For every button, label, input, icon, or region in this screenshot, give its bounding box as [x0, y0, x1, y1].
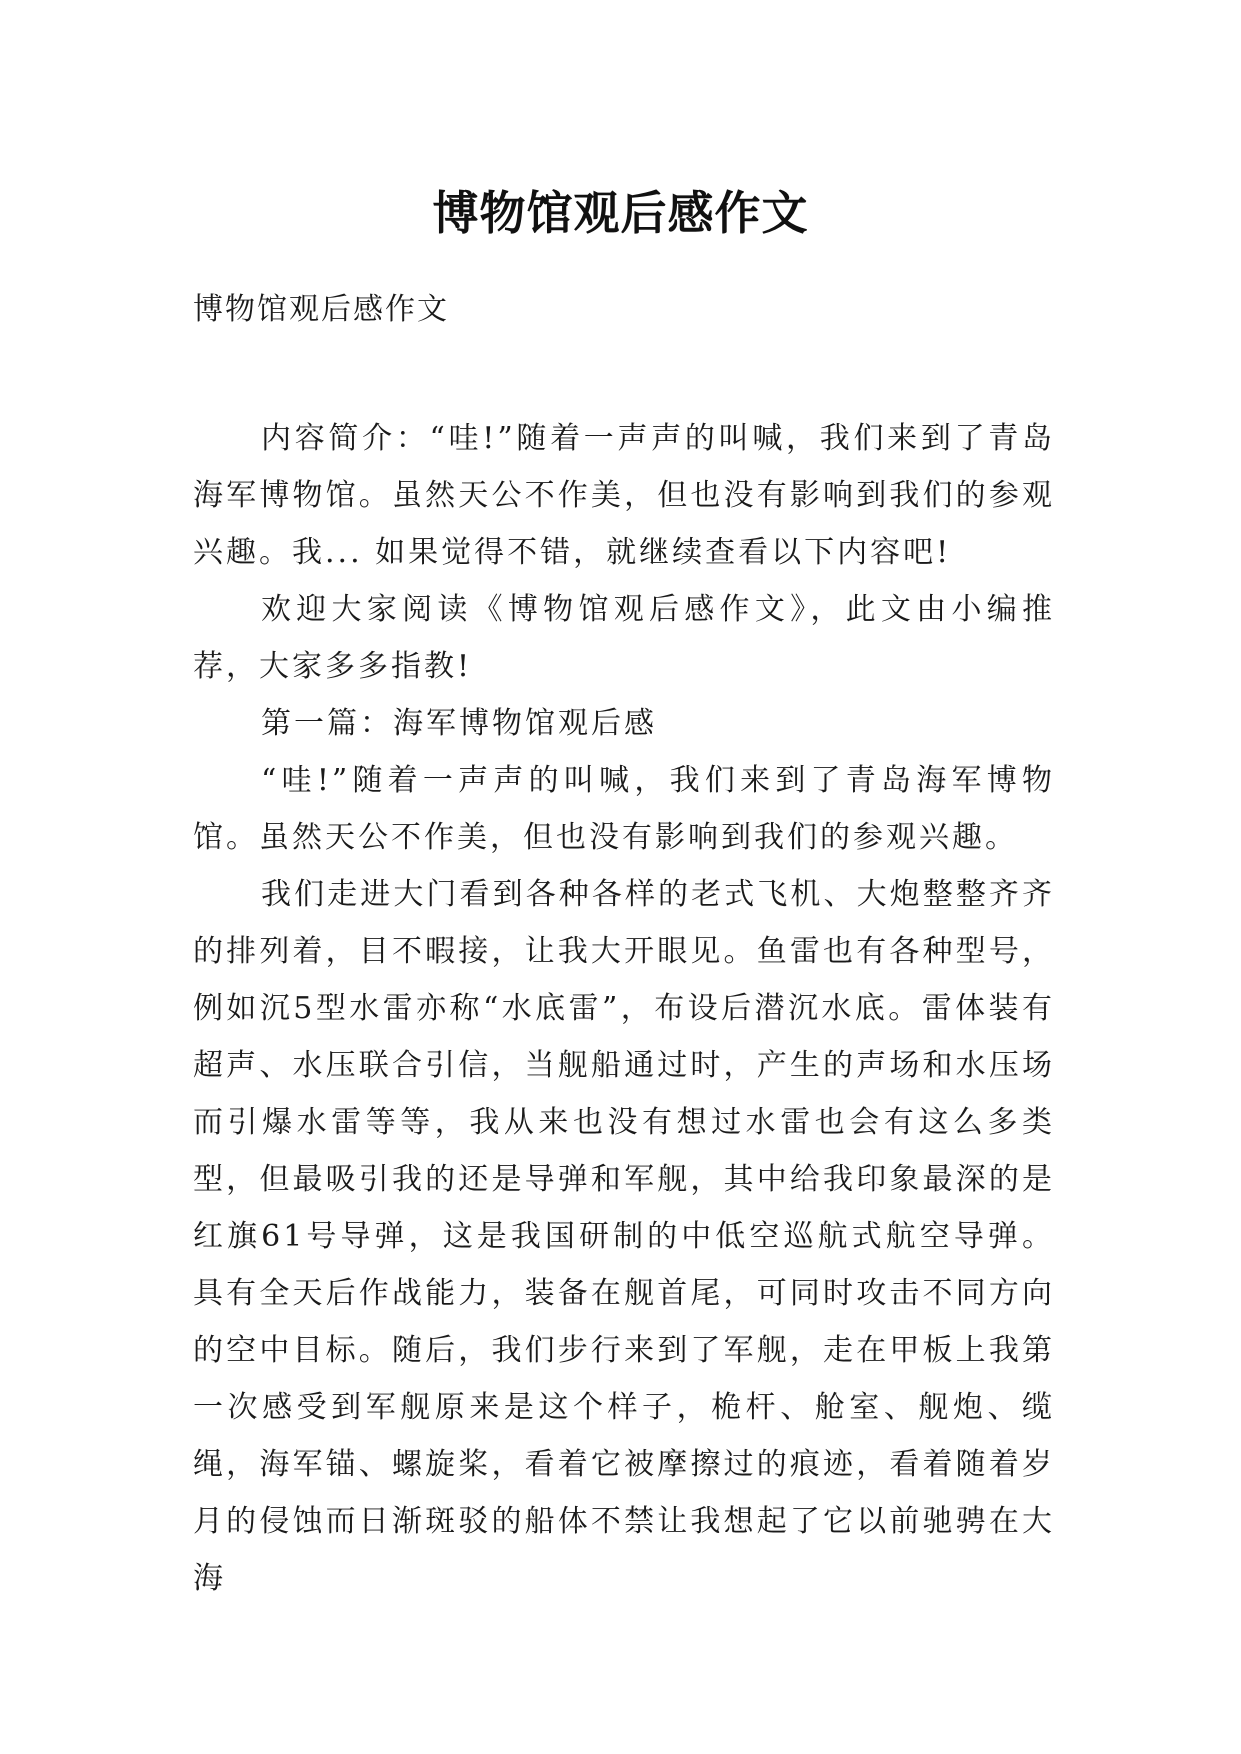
document-subtitle: 博物馆观后感作文: [193, 292, 449, 327]
document-title: 博物馆观后感作文: [432, 185, 809, 240]
document-body: [193, 410, 1055, 1607]
paragraph-section-heading: 第一篇：海军博物馆观后感: [261, 706, 657, 741]
paragraph-main: 我们走进大门看到各种各样的老式飞机、大炮整整齐齐的排列着，目不暇接，让我大开眼见。鱼雷也有各种型号，例如沉5型水雷亦称“水底雷”，布设后潜沉水底。雷体装有超声、水压联合引信，当舰船通过时，产生的声场和水压场而引爆水雷等等，我从来也没有想过水雷也会有这么多类型，但最吸引我的还是导弹和军舰，其中给我印象最深的是红旗61号导弹，这是我国研制的中低空巡航式航空导弹。具有全天后作战能力，装备在舰首尾，可同时攻击不同方向的空中目标。随后，我们步行来到了军舰，走在甲板上我第一次感受到军舰原来是这个样子，桅杆、舱室、舰炮、缆绳，海军锚、螺旋桨，看着它被摩擦过的痕迹，看着随着岁月的侵蚀而日渐斑驳的船体不禁让我想起了它以前驰骋在大海: [193, 877, 1055, 1596]
paragraph-summary: 内容简介：“哇!”随着一声声的叫喊，我们来到了青岛海军博物馆。虽然天公不作美，但也没有影响到我们的参观兴趣。我... 如果觉得不错，就继续查看以下内容吧!: [193, 421, 1055, 570]
paragraph-intro: “哇!”随着一声声的叫喊，我们来到了青岛海军博物馆。虽然天公不作美，但也没有影响到我们的参观兴趣。: [193, 763, 1055, 855]
paragraph-welcome: 欢迎大家阅读《博物馆观后感作文》，此文由小编推荐，大家多多指教!: [193, 592, 1055, 684]
